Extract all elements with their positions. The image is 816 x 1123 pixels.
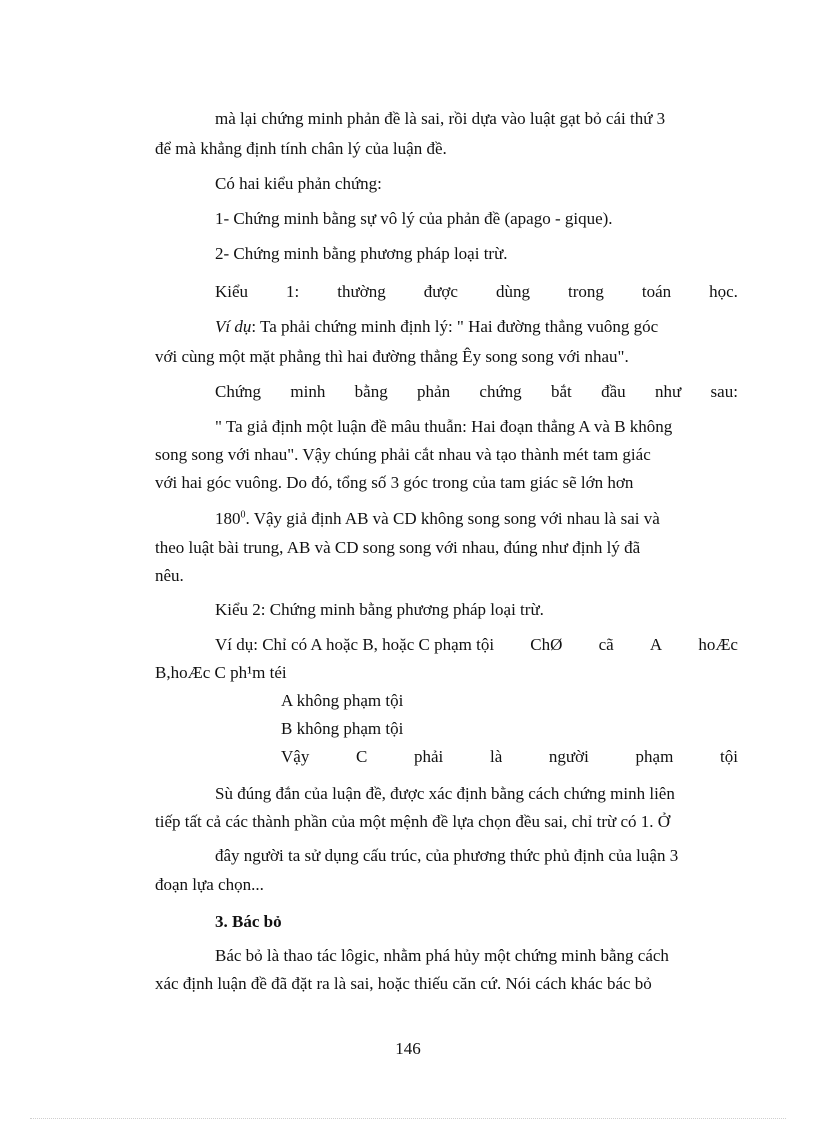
word: là [489, 747, 503, 766]
text-line: nêu. [155, 566, 184, 585]
text-line: B,hoÆc C ph¹m téi [155, 663, 287, 682]
text-line: xác định luận đề đã đặt ra là sai, hoặc thiếu căn cứ. Nói cách khác bác bỏ [155, 974, 652, 993]
text-span: 180 [215, 509, 241, 528]
text-line: " Ta giả định một luận đề mâu thuẫn: Hai đoạn thẳng A và B không [215, 417, 673, 436]
text-line: đoạn lựa chọn... [155, 875, 264, 894]
text-line: đây người ta sử dụng cấu trúc, của phương thức phủ định của luận 3 [215, 846, 679, 865]
text-span: : Ta phải chứng minh định lý: " Hai đường thẳng vuông góc [251, 317, 659, 336]
degree-superscript: 0 [240, 509, 246, 521]
word: phải [414, 747, 444, 766]
text-line-justified [215, 381, 738, 403]
word: tội [719, 747, 738, 766]
word: ChØ [530, 635, 563, 654]
text-line: để mà khẳng định tính chân lý của luận đề. [155, 139, 447, 158]
page-number: 146 [395, 1039, 421, 1058]
word: học. [709, 282, 738, 301]
section-heading: 3. Bác bỏ [215, 912, 282, 931]
text-line [215, 508, 660, 530]
word: Ví dụ: Chỉ có A hoặc B, hoặc C phạm tội [215, 635, 495, 654]
word: như [655, 382, 682, 401]
text-line: Kiểu 2: Chứng minh bằng phương pháp loại trừ. [215, 600, 544, 619]
word: Chứng [215, 382, 262, 401]
text-line: B không phạm tội [281, 719, 404, 738]
text-line: với cùng một mặt phẳng thì hai đường thẳng Êy song song với nhau". [155, 347, 629, 366]
word: toán [641, 282, 672, 301]
text-line: mà lại chứng minh phản đề là sai, rồi dựa vào luật gạt bỏ cái thứ 3 [215, 109, 666, 128]
word: sau: [710, 382, 738, 401]
text-line: 2- Chứng minh bằng phương pháp loại trừ. [215, 244, 508, 263]
word: phản [417, 382, 451, 401]
text-line-justified [215, 281, 738, 303]
word: trong [567, 282, 604, 301]
word: đầu [601, 382, 626, 401]
word: C [356, 747, 368, 766]
word: chứng [479, 382, 522, 401]
text-line-justified [281, 746, 738, 768]
text-span: . Vậy giả định AB và CD không song song với nhau là sai và [245, 509, 660, 528]
word: người [548, 747, 589, 766]
text-line: 1- Chứng minh bằng sự vô lý của phản đề (apago - gique). [215, 209, 613, 228]
word: bằng [354, 382, 388, 401]
text-line: Bác bỏ là thao tác lôgic, nhằm phá hủy một chứng minh bằng cách [215, 946, 669, 965]
word: được [423, 282, 458, 301]
text-line: song song với nhau". Vậy chúng phải cắt nhau và tạo thành mét tam giác [155, 445, 651, 464]
word: phạm [635, 747, 674, 766]
word: bắt [551, 382, 572, 401]
text-line: A không phạm tội [281, 691, 404, 710]
text-line: Có hai kiểu phản chứng: [215, 174, 382, 193]
text-line: Sù đúng đắn của luận đề, được xác định bằng cách chứng minh liên [215, 784, 675, 803]
example-label: Ví dụ [215, 317, 252, 336]
word: A [649, 635, 663, 654]
word: 1: [286, 282, 300, 301]
word: Kiểu [215, 282, 249, 301]
text-line [215, 316, 658, 338]
word: hoÆc [698, 635, 738, 654]
word: cã [598, 635, 614, 654]
text-line: theo luật bài trung, AB và CD song song với nhau, đúng như định lý đã [155, 538, 641, 557]
text-line-justified [215, 634, 738, 656]
word: Vậy [281, 747, 310, 766]
text-line: tiếp tất cả các thành phần của một mệnh đề lựa chọn đều sai, chỉ trừ có 1. Ở [155, 812, 671, 831]
word: dùng [495, 282, 530, 301]
bottom-divider [30, 1118, 786, 1119]
text-line: với hai góc vuông. Do đó, tổng số 3 góc trong của tam giác sẽ lớn hơn [155, 473, 634, 492]
word: thường [337, 282, 386, 301]
word: minh [290, 382, 326, 401]
